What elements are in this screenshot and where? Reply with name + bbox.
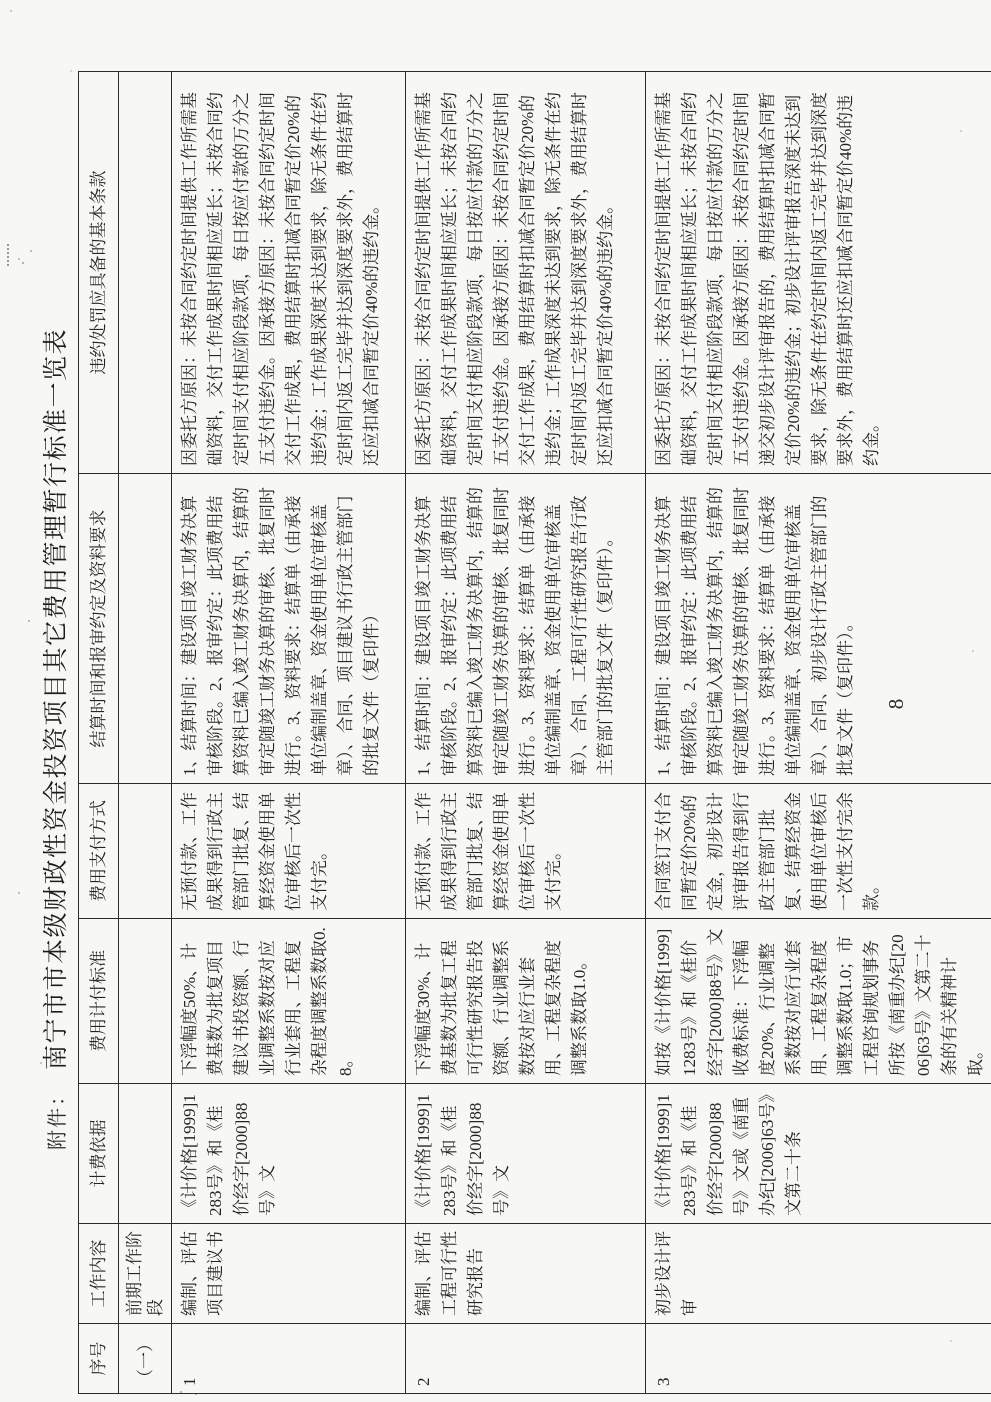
col-header-settlement-requirements: 结算时间和报审约定及资料要求 — [79, 474, 119, 784]
cell-r2-fee-basis: 《计价格[1999]1283号》和《桂价经字[2000]88号》文 — [406, 1084, 646, 1224]
cell-r2-fee-standard: 下浮幅度30%、计费基数为批复工程可行性研究报告投资额、行业调整系数按对应行业套用、工程复杂程度调整系数取1.0。 — [406, 919, 646, 1084]
page-title: 南宁市市本级财政性资金投资项目其它费用管理暂行标准一览表 — [43, 327, 70, 1070]
section-empty-cell — [119, 72, 172, 474]
section-row — [119, 72, 172, 1394]
section-label: 前期工作阶段 — [119, 1224, 172, 1324]
cell-r3-seq: 3 — [646, 1324, 991, 1394]
cell-r2-seq: 2 — [406, 1324, 646, 1394]
cell-r1-work-content: 编制、评估项目建议书 — [172, 1224, 406, 1324]
col-header-breach-clauses: 违约处罚应具备的基本条款 — [79, 72, 119, 474]
col-header-work-content: 工作内容 — [79, 1224, 119, 1324]
cell-r1-settlement: 1、结算时间：建设项目竣工财务决算审核阶段。2、报审约定：此项费用结算资料已编入竣工财务决算内，结算的审定随竣工财务决算的审核、批复同时进行。3、资料要求：结算单（由承接单位编制盖章、资金使用单位审核盖章）、合同、项目建议书行政主管部门的批复文件（复印件） — [172, 474, 406, 784]
cell-r2-work-content: 编制、评估工程可行性研究报告 — [406, 1224, 646, 1324]
table-row-2 — [406, 72, 646, 1394]
cell-r3-settlement: 1、结算时间：建设项目竣工财务决算审核阶段。2、报审约定：此项费用结算资料已编入竣工财务决算内，结算的审定随竣工财务决算的审核、批复同时进行。3、资料要求：结算单（由承接单位编制盖章、资金使用单位审核盖章）、合同、初步设计行政主管部门的批复文件（复印件）。 — [646, 474, 991, 784]
cell-r3-fee-basis: 《计价格[1999]1283号》和《桂价经字[2000]88号》文或《南重办纪[2006]63号》文第二十条 — [646, 1084, 991, 1224]
cell-r2-breach: 因委托方原因：未按合同约定时间提供工作所需基础资料，交付工作成果时间相应延长；未按合同约定时间支付相应阶段款项，每日按应付款的万分之五支付违约金。因承接方原因：未按合同约定时间交付工作成果，费用结算时扣减合同暂定价20%的违约金；工作成果深度未达到要求，除无条件在约定时间内返工完毕并达到深度要求外，费用结算时还应扣减合同暂定价40%的违约金。 — [406, 72, 646, 474]
cell-r2-payment-method: 无预付款、工作成果得到行政主管部门批复、结算经资金使用单位审核后一次性支付完。 — [406, 784, 646, 919]
col-header-fee-basis: 计费依据 — [79, 1084, 119, 1224]
cell-r1-seq: 1 — [172, 1324, 406, 1394]
section-empty-cell — [119, 784, 172, 919]
page-number: 8 — [884, 698, 908, 710]
col-header-payment-method: 费用支付方式 — [79, 784, 119, 919]
col-header-fee-standard: 费用计付标准 — [79, 919, 119, 1084]
cell-r1-fee-standard: 下浮幅度50%、计费基数为批复项目建议书投资额、行业调整系数按对应行业套用、工程复杂程度调整系数取0.8。 — [172, 919, 406, 1084]
cell-r1-fee-basis: 《计价格[1999]1283号》和《桂价经字[2000]88号》文 — [172, 1084, 406, 1224]
cell-r1-payment-method: 无预付款、工作成果得到行政主管部门批复、结算经资金使用单位审核后一次性支付完。 — [172, 784, 406, 919]
table-row-3 — [646, 72, 991, 1394]
section-seq: （一） — [119, 1324, 172, 1394]
section-empty-cell — [119, 919, 172, 1084]
cell-r1-breach: 因委托方原因：未按合同约定时间提供工作所需基础资料，交付工作成果时间相应延长；未按合同约定时间支付相应阶段款项，每日按应付款的万分之五支付违约金。因承接方原因：未按合同约定时间交付工作成果，费用结算时扣减合同暂定价20%的违约金；工作成果深度未达到要求，除无条件在约定时间内返工完毕并达到深度要求外，费用结算时还应扣减合同暂定价40%的违约金。 — [172, 72, 406, 474]
section-empty-cell — [119, 1084, 172, 1224]
section-empty-cell — [119, 474, 172, 784]
standards-table — [78, 71, 991, 1394]
table-header-row — [79, 72, 119, 1394]
col-header-seq: 序号 — [79, 1324, 119, 1394]
attachment-label: 附件： — [47, 1084, 69, 1150]
cell-r2-settlement: 1、结算时间：建设项目竣工财务决算审核阶段。2、报审约定：此项费用结算资料已编入竣工财务决算内，结算的审定随竣工财务决算的审核、批复同时进行。3、资料要求：结算单（由承接单位编制盖章、资金使用单位审核盖章）、合同、工程可行性研究报告行政主管部门的批复文件（复印件）。 — [406, 474, 646, 784]
table-row-1 — [172, 72, 406, 1394]
cell-r3-breach: 因委托方原因：未按合同约定时间提供工作所需基础资料，交付工作成果时间相应延长；未按合同约定时间支付相应阶段款项，每日按应付款的万分之五支付违约金。因承接方原因：未按合同约定时间递交初步设计评审报告的，费用结算时扣减合同暂定价20%的违约金；初步设计评审报告深度未达到要求，除无条件在约定时间内返工完毕并达到深度要求外，费用结算时还应扣减合同暂定价40%的违约金。 — [646, 72, 991, 474]
cell-r3-payment-method: 合同签订支付合同暂定价20%的定金，初步设计评审报告得到行政主管部门批复、结算经资金使用单位审核后一次性支付完余款。 — [646, 784, 991, 919]
cell-r3-work-content: 初步设计评审 — [646, 1224, 991, 1324]
document-title-row — [36, 328, 72, 1150]
cell-r3-fee-standard: 如按《计价格[1999]1283号》和《桂价经字[2000]88号》文收费标准：下浮幅度20%、行业调整系数按对应行业套用、工程复杂程度调整系数取1.0；市工程咨询规划事务所按《南重办纪[2006]63号》文第二十条的有关精神计取。 — [646, 919, 991, 1084]
